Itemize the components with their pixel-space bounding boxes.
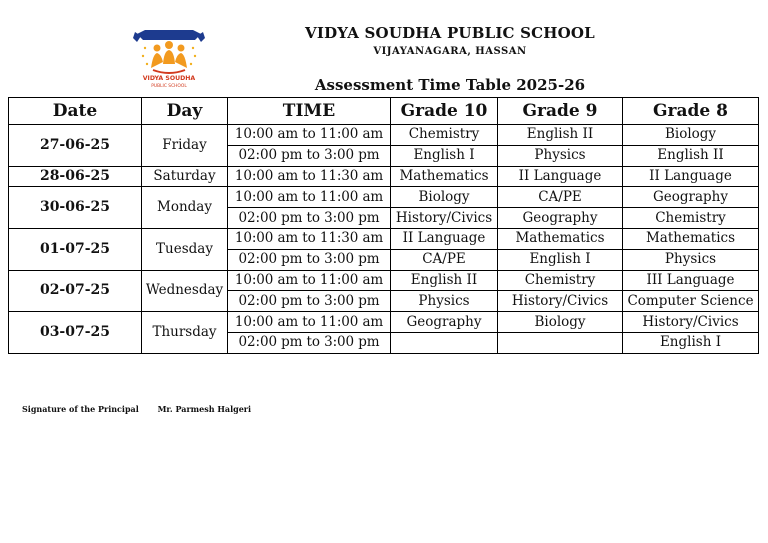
grade-10-cell: Biology	[391, 187, 498, 208]
date-cell: 02-07-25	[9, 270, 142, 312]
table-row	[9, 187, 759, 208]
grade-9-cell: Chemistry	[498, 270, 623, 291]
grade-8-cell: Biology	[623, 125, 759, 146]
grade-9-cell: CA/PE	[498, 187, 623, 208]
grade-8-cell: Physics	[623, 249, 759, 270]
document-title: Assessment Time Table 2025-26	[314, 76, 586, 94]
grade-9-cell: History/Civics	[498, 291, 623, 312]
grade-10-cell: History/Civics	[391, 208, 498, 229]
svg-text:PUBLIC SCHOOL: PUBLIC SCHOOL	[151, 84, 187, 89]
signature-block	[22, 404, 267, 414]
school-location: VIJAYANAGARA, HASSAN	[373, 46, 527, 57]
table-row	[9, 125, 759, 146]
time-cell: 02:00 pm to 3:00 pm	[228, 145, 391, 166]
time-cell: 02:00 pm to 3:00 pm	[228, 291, 391, 312]
grade-10-cell: Mathematics	[391, 166, 498, 187]
header-grade-8: Grade 8	[623, 98, 759, 125]
grade-8-cell: Geography	[623, 187, 759, 208]
time-cell: 10:00 am to 11:00 am	[228, 125, 391, 146]
svg-text:VIDYA SOUDHA: VIDYA SOUDHA	[142, 75, 196, 82]
time-cell: 10:00 am to 11:00 am	[228, 312, 391, 333]
date-cell: 28-06-25	[9, 166, 142, 187]
grade-10-cell: Chemistry	[391, 125, 498, 146]
day-cell: Monday	[142, 187, 228, 229]
time-cell: 02:00 pm to 3:00 pm	[228, 208, 391, 229]
table-row	[9, 312, 759, 333]
time-cell: 10:00 am to 11:00 am	[228, 187, 391, 208]
grade-8-cell: Chemistry	[623, 208, 759, 229]
grade-8-cell: Computer Science	[623, 291, 759, 312]
grade-10-cell: CA/PE	[391, 249, 498, 270]
grade-8-cell: English I	[623, 332, 759, 353]
table-header-row	[9, 98, 759, 125]
grade-9-cell: English II	[498, 125, 623, 146]
time-cell: 10:00 am to 11:00 am	[228, 270, 391, 291]
day-cell: Friday	[142, 125, 228, 167]
school-logo	[133, 26, 205, 92]
grade-9-cell: II Language	[498, 166, 623, 187]
date-cell: 01-07-25	[9, 228, 142, 270]
grade-8-cell: II Language	[623, 166, 759, 187]
grade-10-cell	[391, 332, 498, 353]
time-cell: 02:00 pm to 3:00 pm	[228, 332, 391, 353]
timetable	[8, 97, 759, 354]
school-name: VIDYA SOUDHA PUBLIC SCHOOL	[305, 24, 595, 42]
header-grade-9: Grade 9	[498, 98, 623, 125]
date-cell: 30-06-25	[9, 187, 142, 229]
grade-9-cell	[498, 332, 623, 353]
header-day: Day	[142, 98, 228, 125]
grade-9-cell: English I	[498, 249, 623, 270]
table-row	[9, 228, 759, 249]
signature-label: Signature of the Principal	[22, 404, 139, 414]
grade-9-cell: Mathematics	[498, 228, 623, 249]
grade-10-cell: II Language	[391, 228, 498, 249]
day-cell: Wednesday	[142, 270, 228, 312]
grade-8-cell: III Language	[623, 270, 759, 291]
date-cell: 03-07-25	[9, 312, 142, 354]
table-row	[9, 166, 759, 187]
day-cell: Thursday	[142, 312, 228, 354]
time-cell: 02:00 pm to 3:00 pm	[228, 249, 391, 270]
header-date: Date	[9, 98, 142, 125]
grade-10-cell: Geography	[391, 312, 498, 333]
header-grade-10: Grade 10	[391, 98, 498, 125]
time-cell: 10:00 am to 11:30 am	[228, 228, 391, 249]
grade-8-cell: Mathematics	[623, 228, 759, 249]
grade-9-cell: Geography	[498, 208, 623, 229]
grade-10-cell: Physics	[391, 291, 498, 312]
school-logo-icon	[133, 26, 205, 92]
grade-9-cell: Biology	[498, 312, 623, 333]
principal-name: Mr. Parmesh Halgeri	[157, 404, 252, 414]
date-cell: 27-06-25	[9, 125, 142, 167]
day-cell: Tuesday	[142, 228, 228, 270]
time-cell: 10:00 am to 11:30 am	[228, 166, 391, 187]
grade-10-cell: English II	[391, 270, 498, 291]
grade-8-cell: History/Civics	[623, 312, 759, 333]
table-row	[9, 270, 759, 291]
grade-9-cell: Physics	[498, 145, 623, 166]
header-time: TIME	[228, 98, 391, 125]
grade-8-cell: English II	[623, 145, 759, 166]
grade-10-cell: English I	[391, 145, 498, 166]
day-cell: Saturday	[142, 166, 228, 187]
